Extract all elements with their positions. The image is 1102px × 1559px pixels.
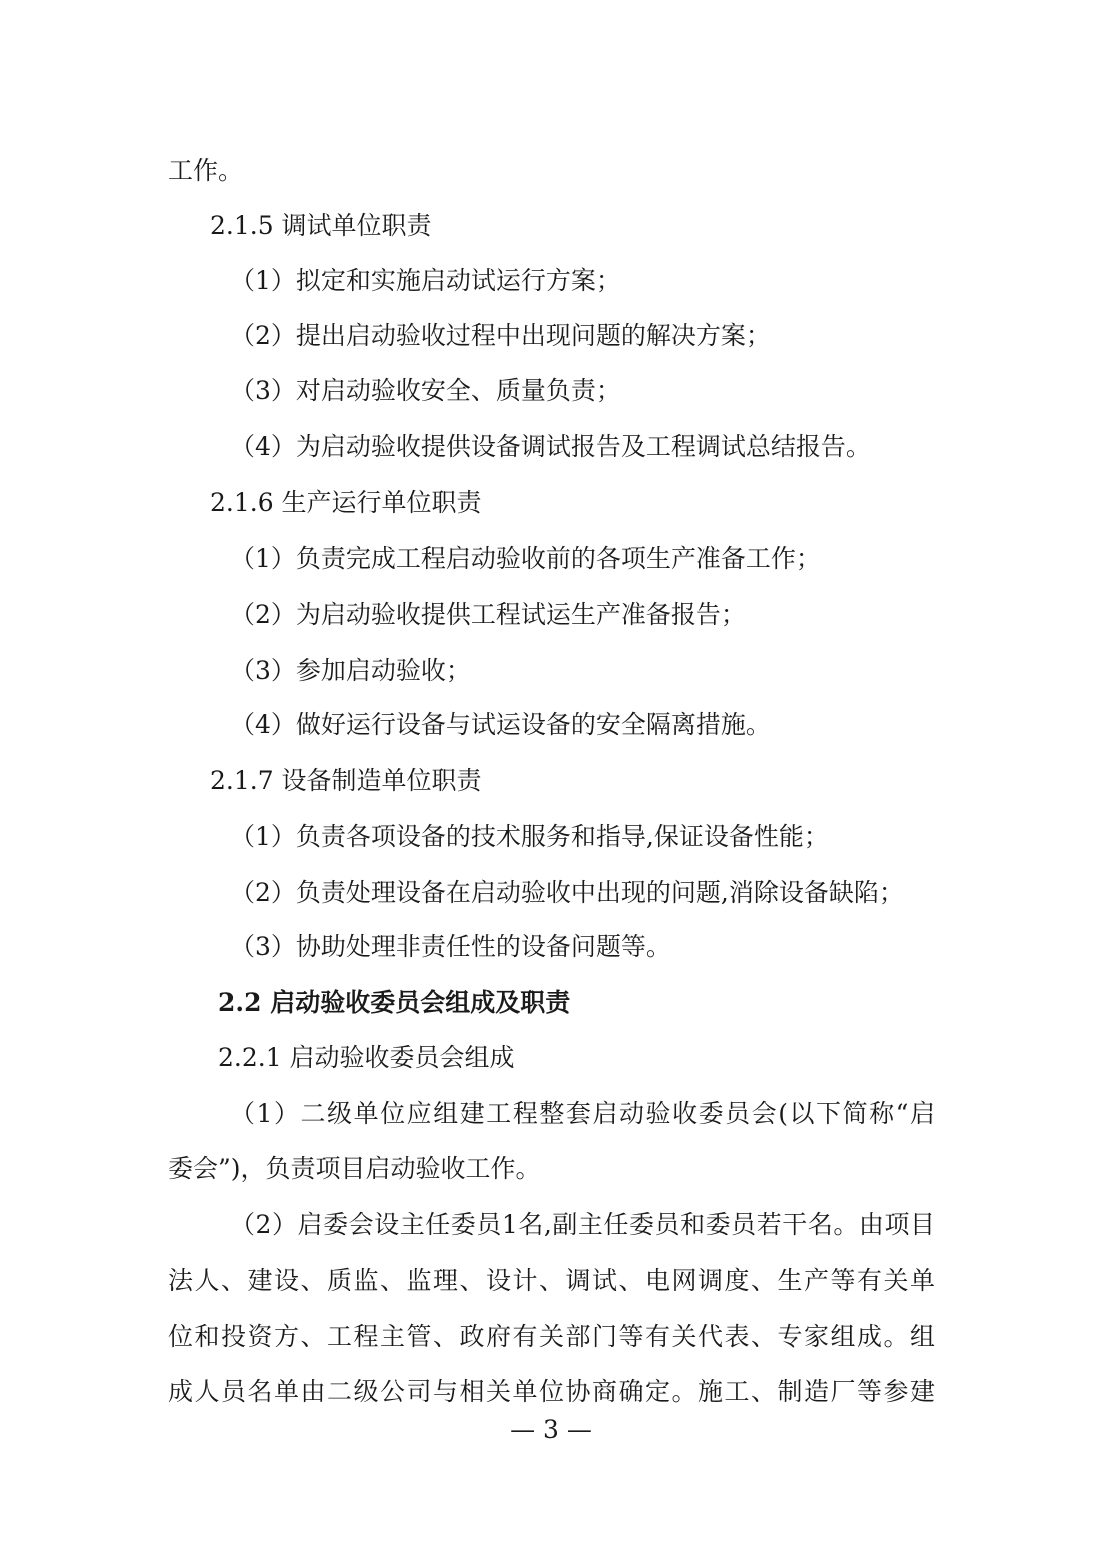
paragraph-line: [168, 1101, 935, 1126]
paragraph-line-text: 成人员名单由二级公司与相关单位协商确定。施工、制造厂等参建: [168, 1377, 937, 1406]
list-item: （4）为启动验收提供设备调试报告及工程调试总结报告。: [230, 432, 871, 461]
section-heading-2-2: 2.2 启动验收委员会组成及职责: [218, 988, 571, 1017]
paragraph-line-text: 法人、建设、质监、监理、设计、调试、电网调度、生产等有关单: [168, 1266, 937, 1295]
list-item: （2）负责处理设备在启动验收中出现的问题,消除设备缺陷；: [230, 878, 904, 907]
list-item: （3）对启动验收安全、质量负责；: [230, 376, 621, 405]
section-heading-2-2-1: 2.2.1 启动验收委员会组成: [218, 1043, 515, 1072]
paragraph-line: [168, 1324, 935, 1349]
section-heading-2-1-5: 2.1.5 调试单位职责: [210, 211, 432, 240]
list-item: （3）参加启动验收；: [230, 656, 471, 685]
text-line: 工作。: [168, 156, 244, 185]
paragraph-line: [168, 1268, 935, 1293]
list-item: （2）提出启动验收过程中出现问题的解决方案；: [230, 321, 771, 350]
list-item: （1）拟定和实施启动试运行方案；: [230, 266, 621, 295]
list-item: （1）负责完成工程启动验收前的各项生产准备工作；: [230, 544, 821, 573]
page-number: — 3 —: [510, 1415, 592, 1444]
list-item: （2）为启动验收提供工程试运生产准备报告；: [230, 600, 746, 629]
paragraph-line: 委会”)，负责项目启动验收工作。: [168, 1154, 541, 1183]
list-item: （4）做好运行设备与试运设备的安全隔离措施。: [230, 710, 771, 739]
section-heading-2-1-7: 2.1.7 设备制造单位职责: [210, 766, 482, 795]
paragraph-line-text: 位和投资方、工程主管、政府有关部门等有关代表、专家组成。组: [168, 1322, 937, 1351]
list-item: （1）负责各项设备的技术服务和指导,保证设备性能；: [230, 822, 829, 851]
paragraph-line-text: （1）二级单位应组建工程整套启动验收委员会(以下简称“启: [230, 1099, 937, 1128]
paragraph-line: [168, 1379, 935, 1404]
paragraph-line: [168, 1212, 935, 1237]
paragraph-line-text: （2）启委会设主任委员1名,副主任委员和委员若干名。由项目: [230, 1210, 936, 1239]
section-heading-2-1-6: 2.1.6 生产运行单位职责: [210, 488, 482, 517]
list-item: （3）协助处理非责任性的设备问题等。: [230, 932, 671, 961]
